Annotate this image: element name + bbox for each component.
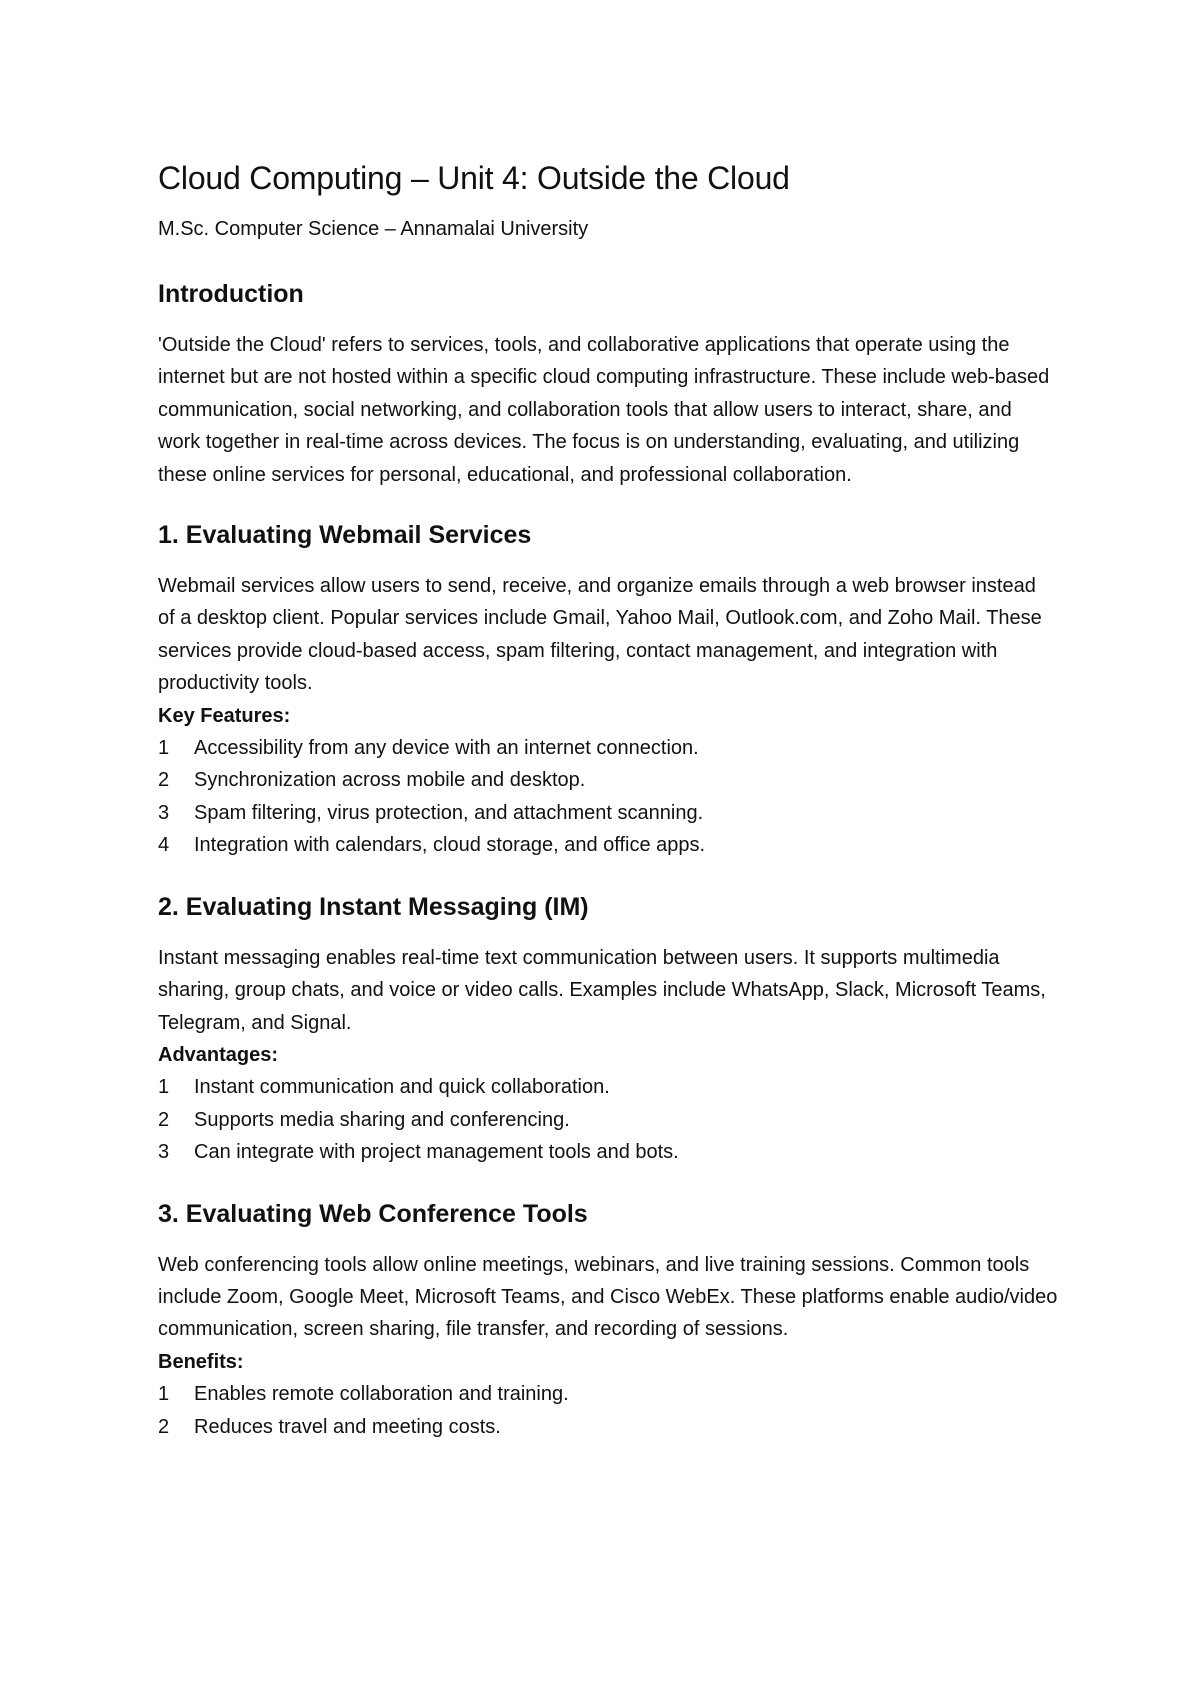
list-item [158, 1411, 1058, 1443]
benefits-list [158, 1378, 1058, 1443]
advantages-list [158, 1071, 1058, 1168]
section-paragraph: 'Outside the Cloud' refers to services, tools, and collaborative applications that operate using the internet but are not hosted within a specific cloud computing infrastructure. These include web-based communication, social networking, and collaboration tools that allow users to interact, share, and work together in real-time across devices. The focus is on understanding, evaluating, and utilizing these online services for personal, educational, and professional collaboration. [158, 334, 1050, 486]
section-web-conference [158, 1199, 1058, 1443]
list-item [158, 1104, 1058, 1136]
list-item [158, 829, 1058, 861]
feature-list [158, 732, 1058, 862]
document-page [158, 160, 1058, 1443]
section-paragraph: Instant messaging enables real-time text communication between users. It supports multimedia sharing, group chats, and voice or video calls. Examples include WhatsApp, Slack, Microsoft Teams, Telegram, and Signal. [158, 946, 1046, 1034]
list-item [158, 1378, 1058, 1410]
list-number: 2 [158, 1108, 170, 1131]
list-text: Synchronization across mobile and desktop. [194, 769, 586, 792]
list-number: 2 [158, 1415, 170, 1438]
list-text: Spam filtering, virus protection, and attachment scanning. [194, 801, 704, 824]
list-item [158, 732, 1058, 764]
list-number: 3 [158, 1141, 170, 1164]
list-number: 1 [158, 737, 170, 760]
list-number: 3 [158, 801, 170, 824]
list-label: Key Features: [158, 704, 291, 727]
list-item [158, 764, 1058, 796]
list-text: Can integrate with project management tools and bots. [194, 1141, 679, 1164]
section-webmail [158, 520, 1058, 862]
list-label: Advantages: [158, 1043, 279, 1066]
list-text: Integration with calendars, cloud storage, and office apps. [194, 834, 706, 857]
list-item [158, 797, 1058, 829]
document-title: Cloud Computing – Unit 4: Outside the Cloud [158, 160, 790, 196]
section-heading: Introduction [158, 280, 304, 308]
section-introduction [158, 279, 1058, 491]
list-number: 1 [158, 1383, 170, 1406]
list-label: Benefits: [158, 1350, 244, 1373]
list-text: Reduces travel and meeting costs. [194, 1415, 501, 1438]
list-number: 1 [158, 1076, 170, 1099]
section-instant-messaging [158, 892, 1058, 1169]
list-number: 2 [158, 769, 170, 792]
section-paragraph: Webmail services allow users to send, receive, and organize emails through a web browser instead of a desktop client. Popular services include Gmail, Yahoo Mail, Outlook.com, and Zoho Mail. These services provide cloud-based access, spam filtering, contact management, and integration with productivity tools. [158, 575, 1042, 695]
section-paragraph: Web conferencing tools allow online meetings, webinars, and live training sessions. Common tools include Zoom, Google Meet, Microsoft Teams, and Cisco WebEx. These platforms enable audio/video communication, screen sharing, file transfer, and recording of sessions. [158, 1253, 1058, 1341]
document-subtitle: M.Sc. Computer Science – Annamalai University [158, 218, 589, 240]
list-text: Enables remote collaboration and training. [194, 1383, 569, 1406]
list-text: Instant communication and quick collaboration. [194, 1076, 610, 1099]
list-text: Supports media sharing and conferencing. [194, 1108, 570, 1131]
list-item [158, 1071, 1058, 1103]
list-item [158, 1136, 1058, 1168]
section-heading: 3. Evaluating Web Conference Tools [158, 1199, 588, 1228]
list-number: 4 [158, 834, 170, 857]
list-text: Accessibility from any device with an internet connection. [194, 737, 699, 760]
section-heading: 1. Evaluating Webmail Services [158, 521, 532, 550]
section-heading: 2. Evaluating Instant Messaging (IM) [158, 892, 589, 921]
